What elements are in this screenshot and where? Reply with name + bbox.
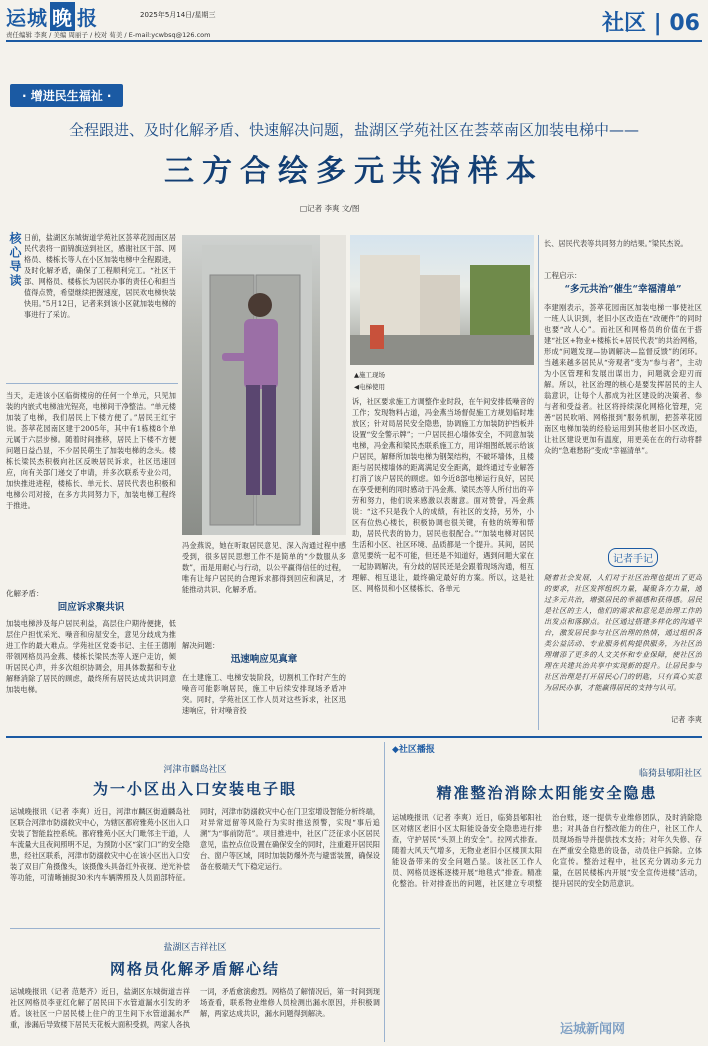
lead-paragraph: 日前，盐湖区东城街道学苑社区荟萃花园南区居民代表将一面锦旗送到社区，感谢社区干部、网格员、楼栋长等人在小区加装电梯中全程跟进，及时化解矛盾，确保了工程顺利完工。“社区干部、网格员、楼栋长为居民办事的责任心和担当值得点赞，希望继续把握速度，居民欢电梯快装快用。”5月12日，记者来到该小区就加装电梯的事进行了采访。 xyxy=(24,233,176,319)
story3-headline: 精准整治消除太阳能安全隐患 xyxy=(436,784,658,802)
col3-paragraph: 诉，社区要求施工方调整作业时段，在午间安排低噪音的工作；发现物料占道，冯金燕当场督促施工方规划临时堆放区；针对局居民安全隐患，协调施工方加装防护挡板并设置“安全警示牌”；一户居民担心墙体安全，不同意加装电梯，冯金燕和梁民杰联系施工方，用详细图纸展示给该户居民，解释所加装电梯为钢架结构，不破坏墙体，且楼距与居民楼墙体的距离满足安全距离，最终通过专业解答打消了该户居民的顾虑。如今近8部电梯运行良好，居民在享受便利的同时感动于冯金燕、梁民杰等人所付出的辛劳和努力，他们说来感激以表谢意。面对赞誉，冯金燕说：“这不只是我个人的成绩，有社区的支持，另外，小区有位热心楼长，积极协调也很关键，有他的统筹和帮助，居民代表的协力，居民也很配合。”“加装电梯对居民生活和小区、社区环境、品质都是一个提升。其间，居民意见要统一起不可能，但还是不知道好，遇到问题大家在一起协调解决，有分歧的居民还是会跟着现场沟通，相互理解、相互退让，最终确定最好的方案。所以，这是社区、网格员和小区楼栋长、各单元 xyxy=(352,397,534,593)
article-byline: □记者 李爽 文/图 xyxy=(300,204,360,213)
lead-label: 核心导读 xyxy=(8,232,22,288)
paper-name-b: 晚 xyxy=(50,2,75,31)
watermark: 运城新闻网 xyxy=(560,1022,626,1037)
col2-paragraph-2: 在土建施工、电梯安装阶段，切割机工作时产生的噪音可能影响居民，施工中后续安排现场矛盾冲突。同时，学苑社区工作人员对这些诉求，社区迅速响应，针对噪音投 xyxy=(182,673,346,715)
col4-paragraph: 长、居民代表等共同努力的结果。”梁民杰说。 xyxy=(544,239,688,248)
masthead-rule xyxy=(6,40,702,42)
story3-place: 临猗县郇阳社区 xyxy=(638,769,702,779)
col2-paragraph: 冯金燕说，她在听取居民意见、深入沟通过程中感受到，很多居民思想工作不是简单的“少数服从多数”，而是用耐心与行动，以公平赢得信任的过程，唯有让每户居民的合理诉求都得到回应和满足，才能推动共识、化解矛盾。 xyxy=(182,541,346,594)
elevator-photo xyxy=(182,235,346,535)
story2-place: 盐湖区吉祥社区 xyxy=(163,943,227,953)
bottom-column-divider xyxy=(384,742,385,1042)
subhead-c-label: 工程启示： xyxy=(544,271,582,280)
story2-headline: 网格员化解矛盾解心结 xyxy=(109,960,280,978)
subhead-a-label: 化解矛盾： xyxy=(6,589,44,598)
subhead-c-title: “多元共治”催生“幸福清单” xyxy=(564,284,682,295)
subhead-b xyxy=(182,640,346,665)
article-headline: 三方合绘多元共治样本 xyxy=(164,154,544,189)
column-divider xyxy=(538,235,539,730)
col1-paragraph-2: 加装电梯涉及每户居民利益，高层住户期待便捷，低层住户担忧采光、噪音和房屋安全，意见分歧成为推进工作的最大难点。学苑社区党委书记、主任王德刚带领网格员冯金燕、楼栋长梁民杰等人逐户走访，倾听居民心声，并多次组织协调会，用具体数据和专业解释消除了居民的顾虑，最终所有居民达成共识同意加装电梯。 xyxy=(6,619,176,694)
photo-caption-elevator: ◀电梯使用 xyxy=(354,383,385,391)
editor-credits: 责任编辑 李爽 / 美编 周丽子 / 校对 荀美 / E-mail:ycwbsq@126.com xyxy=(6,31,211,39)
story3-body: 运城晚报讯（记者 李爽）近日，临猗县郇阳社区对辖区老旧小区太阳能设备安全隐患进行排查，守护居民“头顶上的安全”。拉网式排查。随着大风天气增多，无物业老旧小区楼顶太阳能设备带来的安全问题凸显。该社区工作人员、网格员逐栋逐楼开展“地毯式”排查。精准化整治。针对排查出的问题，社区建立专项整治台账，逐一提供专业维修团队，及时消除隐患；对具备自行整改能力的住户，社区工作人员现场指导并提供技术支持；对年久失修、存在严重安全隐患的设备，动员住户拆除。立体化宣传。整治过程中，社区充分调动多元力量，在居民楼栋内开展“安全宣传进楼”活动，提升居民的安全防范意识。 xyxy=(392,813,702,888)
subhead-a-title: 回应诉求聚共识 xyxy=(57,602,125,613)
story1-body: 运城晚报讯（记者 李爽）近日，河津市麟区街道麟岛社区联合河津市防溺救灾中心，为辖区都府雅苑小区出入口安装了智能监控系统。都府雅苑小区大门毗邻主干道，人车流量大且夜间照明不足，为预防小区“家门口”的安全隐患，经社区联系，河津市防溺救灾中心在该小区出入口安装了双目广角摄像头，该摄像头具备红外夜视、逆光补偿等功能，可清晰捕捉30米内车辆牌照及人员面部特征。同时，河津市防溺救灾中心在门卫室增设智能分析终端，对异常逗留等风险行为实时推送预警，实现“事后追溯”为“事前防范”。项目推进中，社区广泛征求小区居民意见，监控点位设置在确保安全的同时，注重避开居民阳台、窗户等区域，同时加装防爆外壳与避雷装置，确保设备在极端天气下稳定运行。 xyxy=(10,807,380,882)
article-kicker: 全程跟进、及时化解矛盾、快速解决问题，盐湖区学苑社区在荟萃南区加装电梯中—— xyxy=(68,121,639,139)
news-brief-tag: ◆社区播报 xyxy=(392,745,435,755)
construction-photo xyxy=(350,235,534,365)
reporter-note-tag: 记者手记 xyxy=(608,548,658,567)
subhead-a xyxy=(6,588,176,613)
paper-logo xyxy=(6,2,98,31)
subhead-c xyxy=(544,270,702,295)
story1-place: 河津市麟岛社区 xyxy=(163,765,227,775)
photo-caption-site: ▲施工现场 xyxy=(354,371,385,379)
issue-date: 2025年5月14日/星期三 xyxy=(140,11,216,19)
bottom-rule xyxy=(6,736,702,738)
reporter-note-sign: 记者 李爽 xyxy=(670,715,702,724)
subhead-b-label: 解决问题： xyxy=(182,641,220,650)
elevator-photo-art xyxy=(182,235,346,535)
construction-photo-art xyxy=(350,235,534,365)
story2-body: 运城晚报讯（记者 范楚齐）近日，盐湖区东城街道吉祥社区网格员李亚红化解了居民田下水管道漏水引发的矛盾。该社区一户居民楼上住户的卫生间下水管道漏水严重，渗漏后导致楼下居民天花板大面积受损，两家人各执一词，矛盾愈演愈烈。网格员了解情况后，第一时间到现场查看，联系物业维修人员检测出漏水原因，并积极调解，两家达成共识，漏水问题得到解决。 xyxy=(10,987,380,1029)
reporter-note: 随着社会发展，人们对于社区治理也提出了更高的要求，社区发挥组织力量，凝聚各方力量，通过多元共治，增强居民的幸福感和获得感。居民是社区的主人，他们的需求和意见是治理工作的出发点和落脚点。社区通过搭建多样化的沟通平台，激发居民参与社区治理的热情，通过组织各类公益活动、专业服务机构提供服务，为社区治理增添了更多的人文关怀和专业保障，使社区治理在共建共治共享中实现新的提升。让居民参与社区治理是打开居民心门的钥匙，只有真心实意为居民办事，才能赢得居民的支持与认可。 xyxy=(544,573,702,692)
lead-divider xyxy=(6,383,178,384)
subhead-b-title: 迅速响应见真章 xyxy=(230,654,298,665)
paper-name-a: 运城 xyxy=(6,6,48,30)
column-banner: · 增进民生福祉 · xyxy=(10,84,123,107)
story-divider xyxy=(10,928,380,929)
col1-paragraph: 当天，走进该小区临街楼房的任何一个单元，只见加装的内嵌式电梯油光锃亮，电梯间干净整洁。“单元楼加装了电梯，我们居民上下楼方便了。”居民王红宇说。荟萃花园南区建于2005年，其中有1栋楼8个单元属于六层步梯。随着时间推移，居民上下楼不方便问题日益凸显，不少居民萌生了加装电梯的念头。楼栋长梁民杰积极向社区反映居民诉求，社区迅速回应，向有关部门递交了申请，并多次联系专业公司，加快推进进程，楼栋长、单元长、居民代表也积极和电梯公司对接，在多方共同努力下，加装电梯工程终于推进。 xyxy=(6,391,176,510)
story1-headline: 为一小区出入口安装电子眼 xyxy=(92,780,297,798)
col4-paragraph-2: 李建刚表示，荟萃花园南区加装电梯一事使社区一班人认识到，老旧小区改造在“改硬件”的同时也要“改人心”。而社区和网格员的价值在于搭建“社区+物业+楼栋长+居民代表”的共治网格，形成“问题发现—协调解决—监督反馈”的闭环。当越来越多居民从“旁观者”变为“参与者”，主动为小区管理和发展出谋出力，问题就会迎刃而解。所以，社区治理的核心是要发挥居民的主人翁意识，让每个人都成为社区建设的决策者、参与者和受益者。社区将持续深化网格化管理，完善“居民吹哨、网格报到”服务机制，把荟萃花园南区电梯加装的经验运用到其他老旧小区改造，让社区建设更加有温度，用更美在在的行动将群众的“急难愁盼”变成“幸福清单”。 xyxy=(544,303,702,455)
section-label: 社区 | 06 xyxy=(602,11,700,36)
paper-name-c: 报 xyxy=(77,6,98,30)
